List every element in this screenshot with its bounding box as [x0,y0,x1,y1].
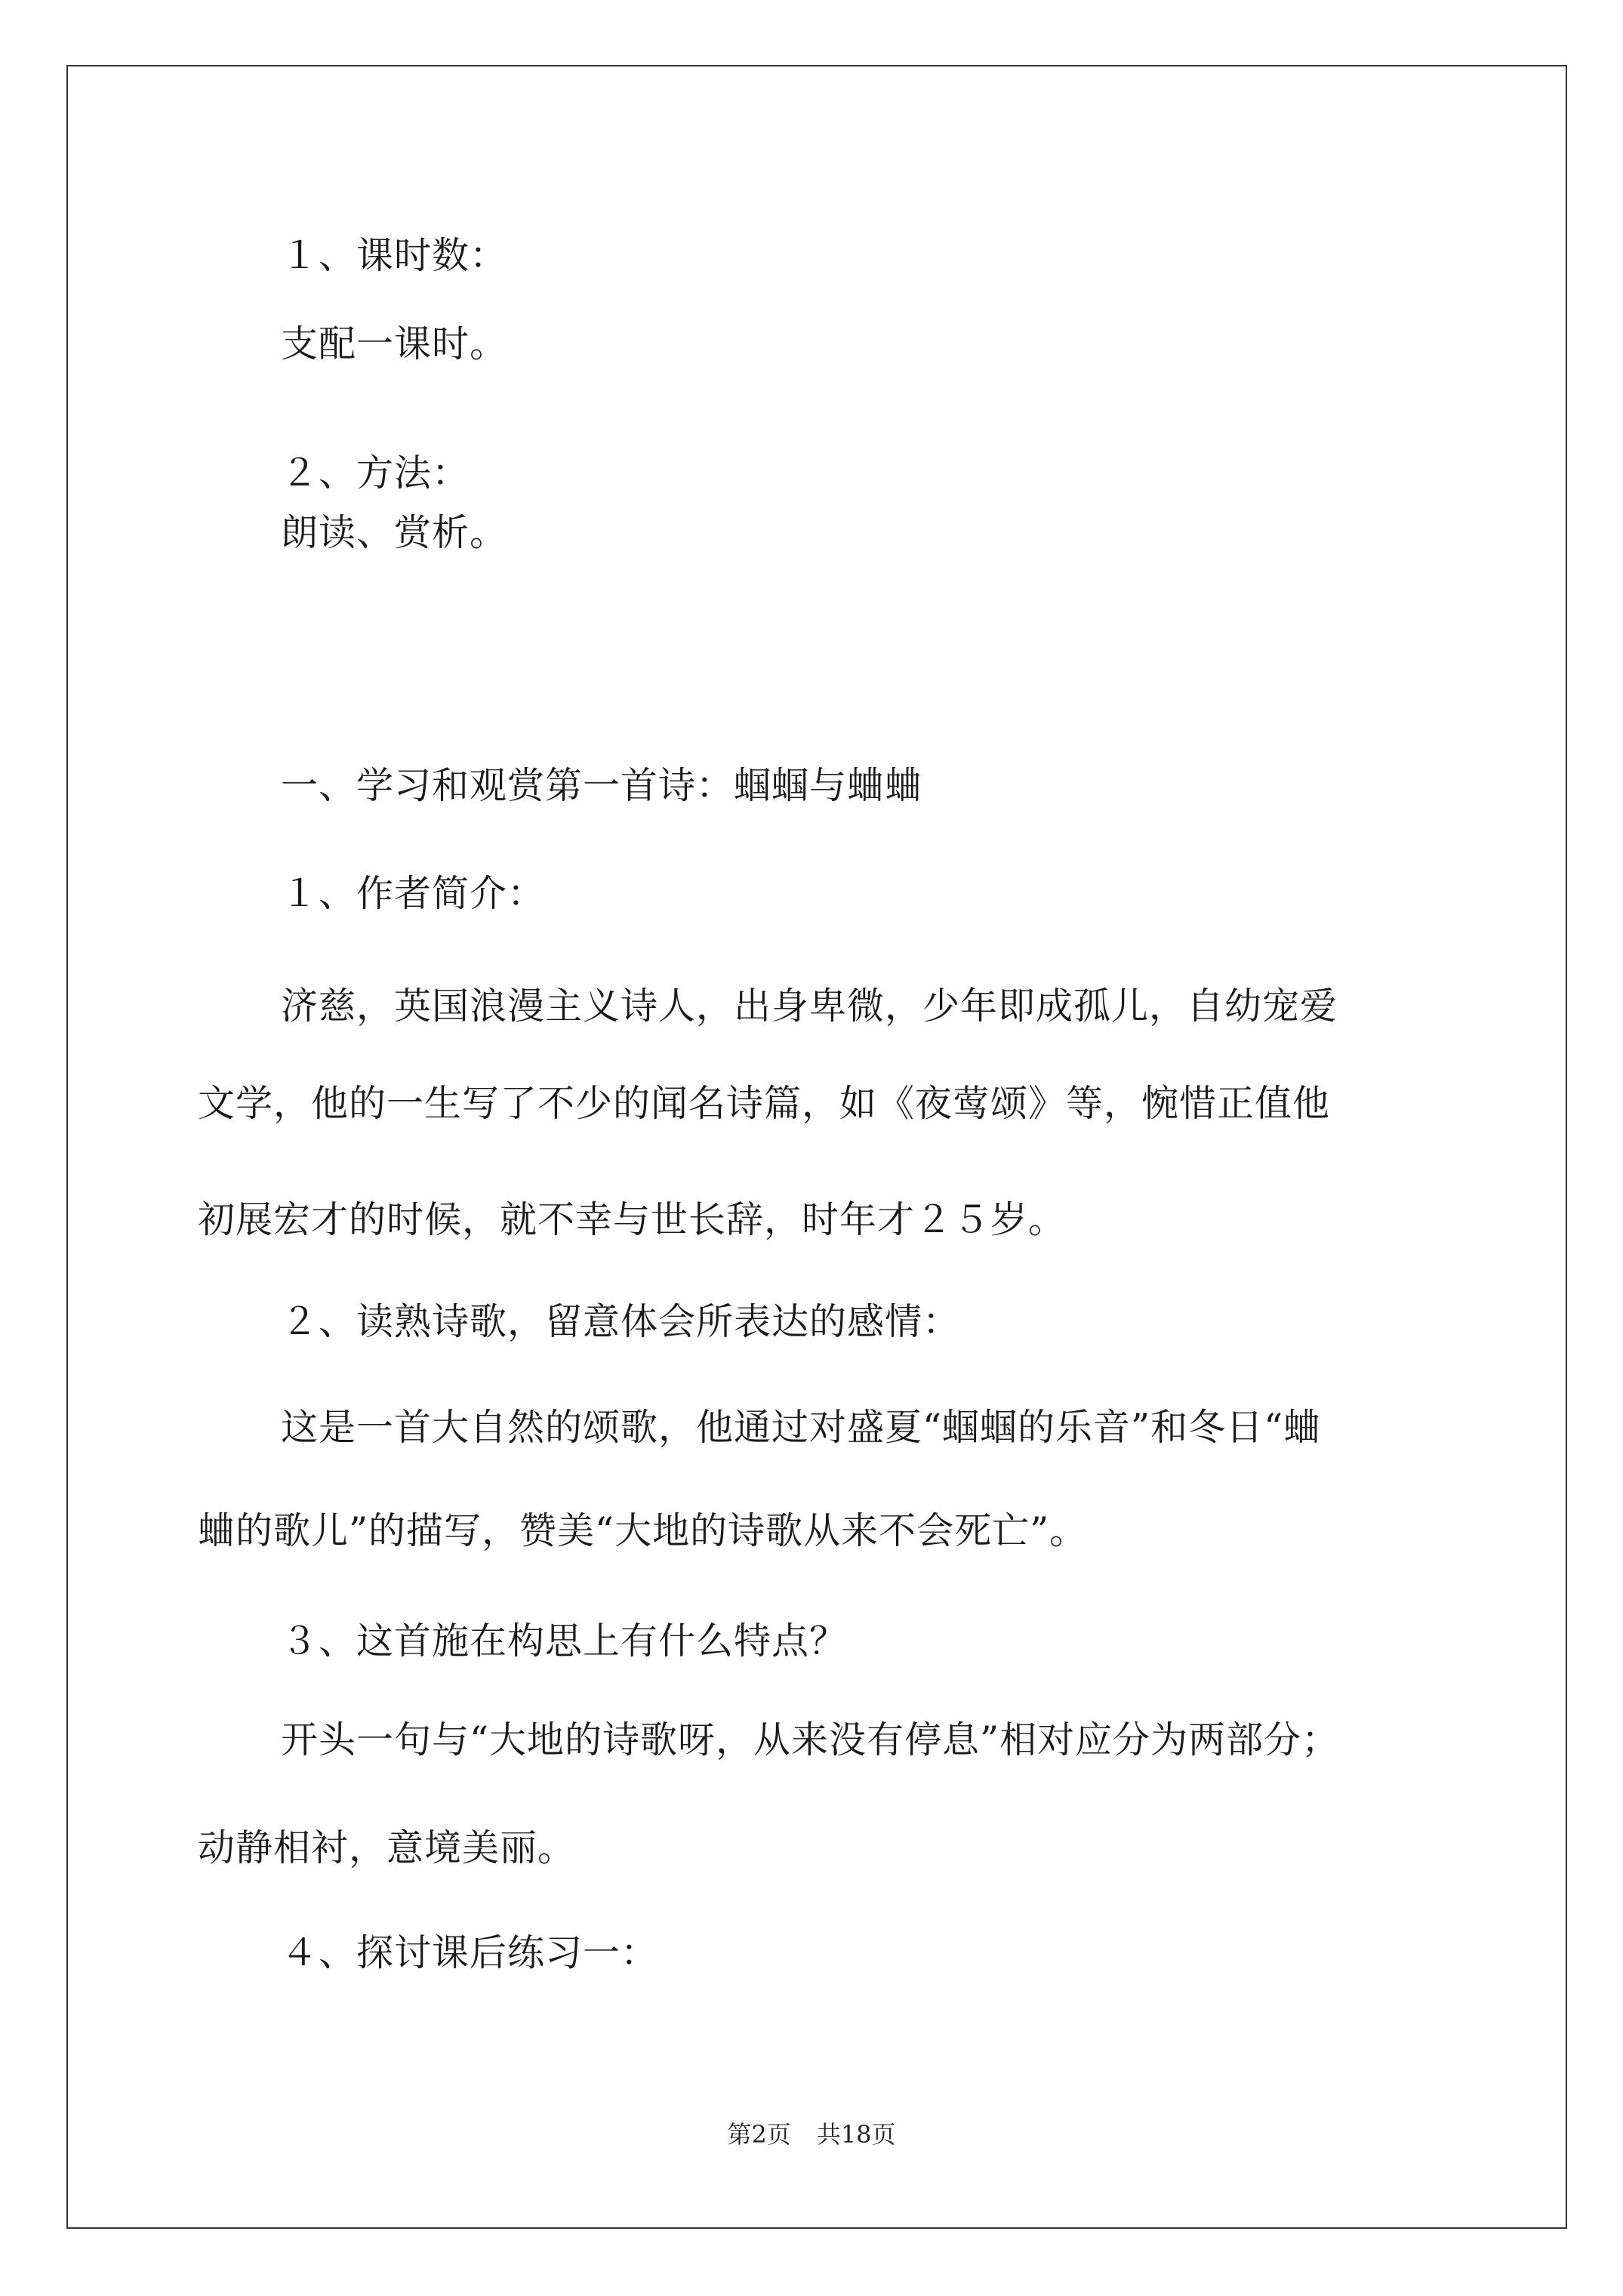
text-line-13: ３、这首施在构思上有什么特点？ [281,1620,848,1663]
section-heading: 一、学习和观赏第一首诗：蝈蝈与蛐蛐 [281,764,923,807]
text-line-1: １、课时数： [281,234,508,277]
text-line-14: 开头一句与“大地的诗歌呀，从来没有停息”相对应分为两部分； [281,1718,1340,1761]
page-number-total: 共18页 [816,2120,896,2149]
page-number-current: 第2页 [727,2120,791,2149]
text-line-16: ４、探讨课后练习一： [281,1931,659,1974]
text-line-7: 济慈，英国浪漫主义诗人，出身卑微，少年即成孤儿，自幼宠爱 [281,985,1338,1028]
text-line-4: 朗读、赏析。 [281,511,508,554]
text-line-9: 初展宏才的时候，就不幸与世长辞，时年才２５岁。 [198,1198,1067,1241]
text-line-15: 动静相衬，意境美丽。 [198,1826,576,1869]
text-line-2: 支配一课时。 [281,322,508,365]
text-line-10: ２、读熟诗歌，留意体会所表达的感情： [281,1300,961,1343]
text-line-11: 这是一首大自然的颂歌，他通过对盛夏“蝈蝈的乐音”和冬日“蛐 [281,1406,1322,1449]
text-line-8: 文学，他的一生写了不少的闻名诗篇，如《夜莺颂》等，惋惜正值他 [198,1082,1331,1125]
page-footer [0,2119,1623,2150]
text-line-6: １、作者简介： [281,872,546,915]
page-frame [66,65,1567,2229]
text-line-12: 蛐的歌儿”的描写，赞美“大地的诗歌从来不会死亡”。 [198,1509,1088,1552]
text-line-3: ２、方法： [281,451,470,495]
